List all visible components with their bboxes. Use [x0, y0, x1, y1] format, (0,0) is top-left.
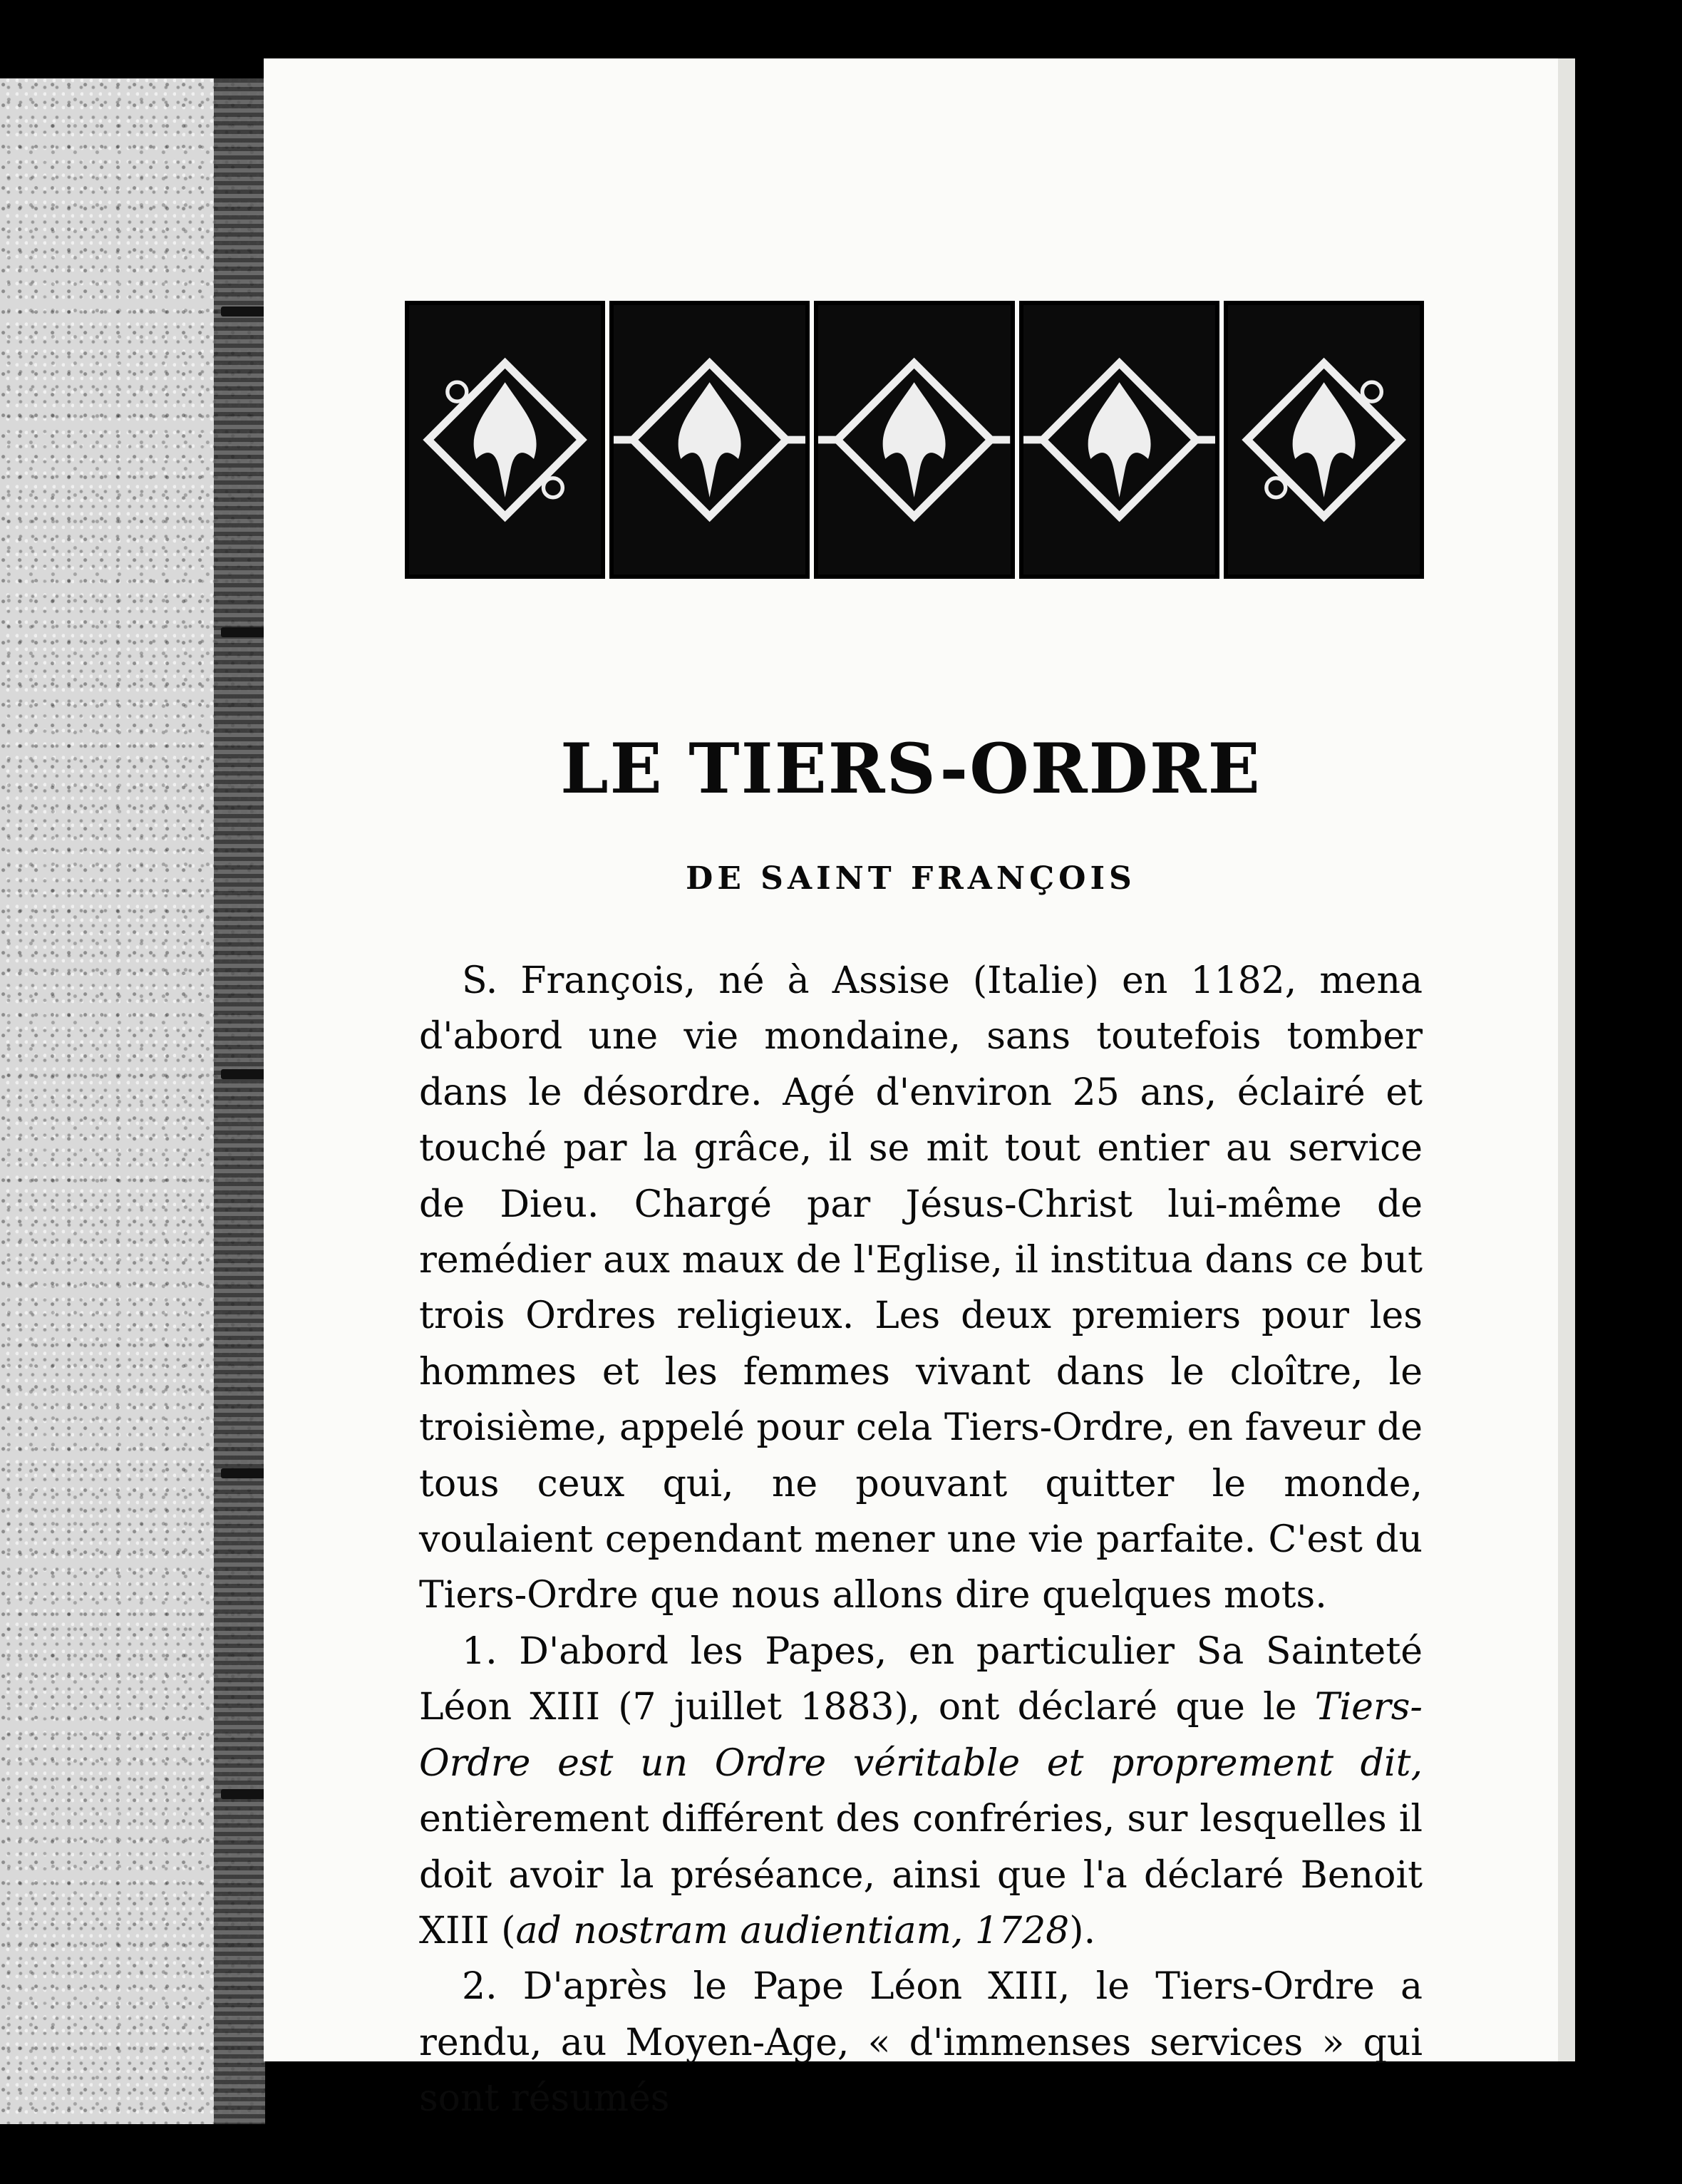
paragraph — [419, 1624, 1423, 1959]
page-subtitle: DE SAINT FRANÇOIS — [686, 860, 1136, 897]
text-segment: S. François, né à Assise (Italie) en 1182, mena d'abord une vie mondaine, sans toutefois tomber dans le désordre. Agé d'environ 25 ans, éclairé et touché par la grâce, il se mit tout entier au service de Dieu. Chargé par Jésus-Christ lui-même de remédier aux maux de l'Eglise, il institua dans ce but trois Ordres religieux. Les deux premiers pour les hommes et les femmes vivant dans le cloître, le troisième, appelé pour cela Tiers-Ordre, en faveur de tous ceux qui, ne pouvant quitter le monde, voulaient cependant mener une vie parfaite. C'est du Tiers-Ordre que nous allons dire quelques mots. — [419, 959, 1423, 1617]
book-spine — [214, 78, 265, 2124]
text-segment: 1. D'abord les Papes, en particulier Sa Sainteté Léon XIII (7 juillet 1883), ont déclaré que le — [419, 1629, 1423, 1729]
book-page — [264, 58, 1575, 2121]
ornamental-header-band — [405, 301, 1424, 579]
body-text — [419, 953, 1423, 2127]
fleur-de-lis-icon — [818, 305, 1010, 575]
paragraph — [419, 1959, 1423, 2126]
page-title: LE TIERS-ORDRE — [560, 728, 1262, 809]
fleur-de-lis-icon — [409, 305, 601, 575]
ornament-tile — [1224, 301, 1424, 579]
ornament-tile — [405, 301, 605, 579]
ornament-tile — [609, 301, 810, 579]
fleur-de-lis-icon — [1023, 305, 1215, 575]
text-segment: 2. D'après le Pape Léon XIII, le Tiers-Ordre a rendu, au Moyen-Age, « d'immenses services » qui sont résumés — [419, 1965, 1423, 2121]
fleur-de-lis-icon — [1228, 305, 1420, 575]
ornament-tile — [1019, 301, 1219, 579]
text-segment: entièrement différent des confréries, sur lesquelles il doit avoir la préséance, ainsi que l'a déclaré Benoit XIII ( — [419, 1798, 1423, 1952]
paragraph — [419, 953, 1423, 1624]
text-segment: ). — [1069, 1909, 1096, 1952]
italic-text: ad nostram audientiam, 1728 — [515, 1909, 1070, 1952]
italic-text: Tiers-Ordre est un Ordre véritable et proprement dit, — [419, 1686, 1423, 1785]
ornament-tile — [814, 301, 1014, 579]
fleur-de-lis-icon — [614, 305, 805, 575]
